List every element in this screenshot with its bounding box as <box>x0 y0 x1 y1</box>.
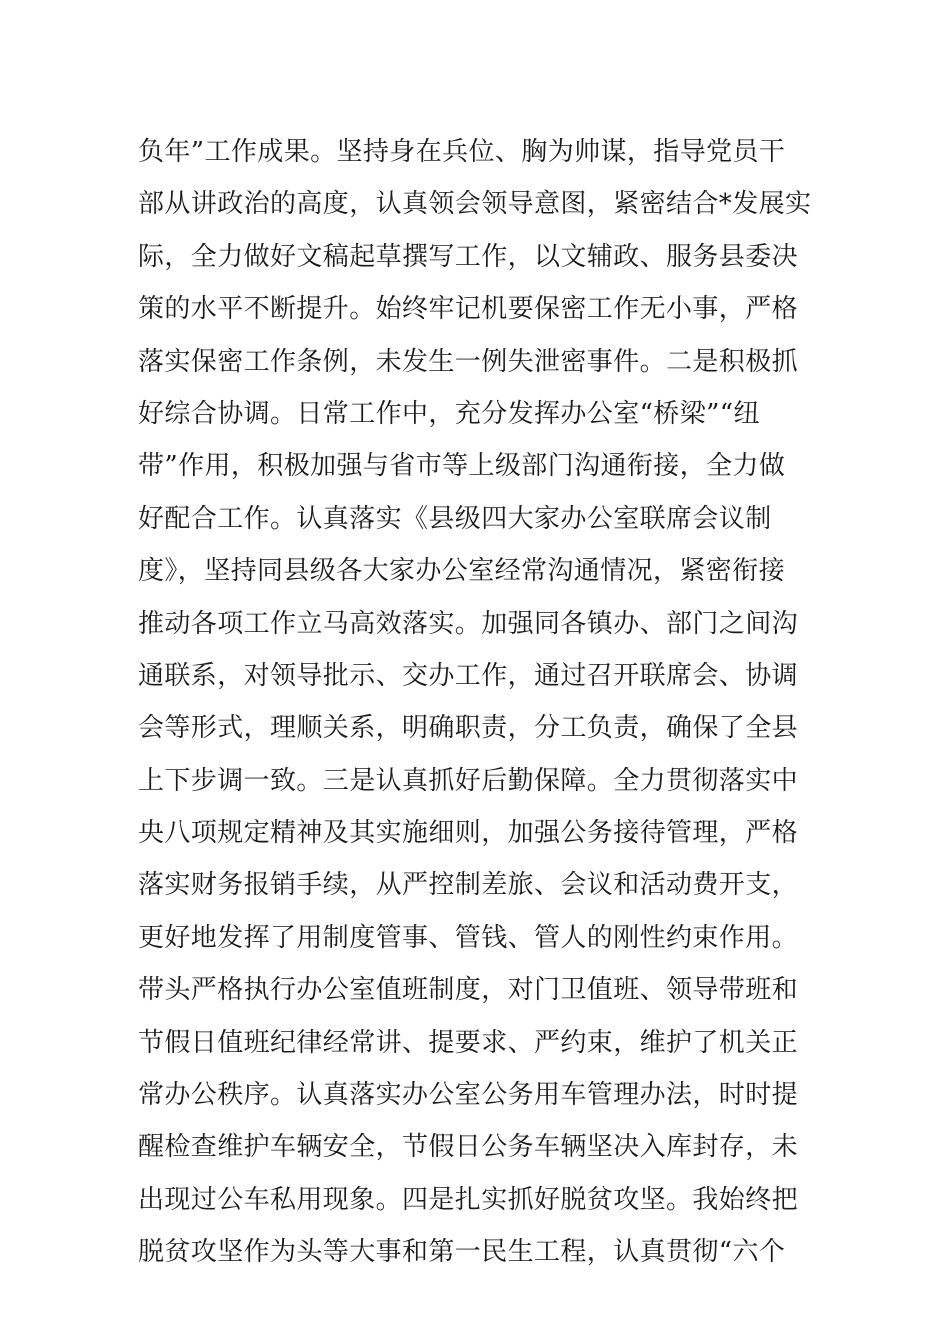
text-line: 常办公秩序。认真落实办公室公务用车管理办法，时时提 <box>138 1080 799 1111</box>
text-line: 更好地发挥了用制度管事、管钱、管人的刚性约束作用。 <box>138 922 799 953</box>
text-line: 央八项规定精神及其实施细则，加强公务接待管理，严格 <box>138 818 799 849</box>
text-line: 通联系，对领导批示、交办工作，通过召开联席会、协调 <box>138 660 799 691</box>
text-line: 落实财务报销手续，从严控制差旅、会议和活动费开支， <box>138 870 799 901</box>
text-line: 推动各项工作立马高效落实。加强同各镇办、部门之间沟 <box>138 608 799 639</box>
text-line: 际，全力做好文稿起草撰写工作，以文辅政、服务县委决 <box>138 241 799 272</box>
text-line: 出现过公车私用现象。四是扎实抓好脱贫攻坚。我始终把 <box>138 1184 799 1215</box>
text-line: 落实保密工作条例，未发生一例失泄密事件。二是积极抓 <box>138 346 799 377</box>
text-line: 度》，坚持同县级各大家办公室经常沟通情况，紧密衔接 <box>138 556 786 587</box>
text-line: 带头严格执行办公室值班制度，对门卫值班、领导带班和 <box>138 975 799 1006</box>
text-line: 脱贫攻坚作为头等大事和第一民生工程，认真贯彻“六个 <box>138 1237 786 1268</box>
text-line: 好综合协调。日常工作中，充分发挥办公室“桥梁”“纽 <box>138 398 760 429</box>
text-line: 好配合工作。认真落实《县级四大家办公室联席会议制 <box>138 503 772 534</box>
text-line: 醒检查维护车辆安全，节假日公务车辆坚决入库封存，未 <box>138 1132 799 1163</box>
text-line: 策的水平不断提升。始终牢记机要保密工作无小事，严格 <box>138 294 799 325</box>
text-line: 上下步调一致。三是认真抓好后勤保障。全力贯彻落实中 <box>138 765 799 796</box>
text-line: 带”作用，积极加强与省市等上级部门沟通衔接，全力做 <box>138 451 786 482</box>
text-line: 节假日值班纪律经常讲、提要求、严约束，维护了机关正 <box>138 1027 799 1058</box>
text-line: 会等形式，理顺关系，明确职责，分工负责，确保了全县 <box>138 713 799 744</box>
text-line: 部从讲政治的高度，认真领会领导意图，紧密结合*发展实 <box>138 189 812 220</box>
body-text <box>138 126 818 1279</box>
text-line: 负年”工作成果。坚持身在兵位、胸为帅谋，指导党员干 <box>138 137 786 167</box>
